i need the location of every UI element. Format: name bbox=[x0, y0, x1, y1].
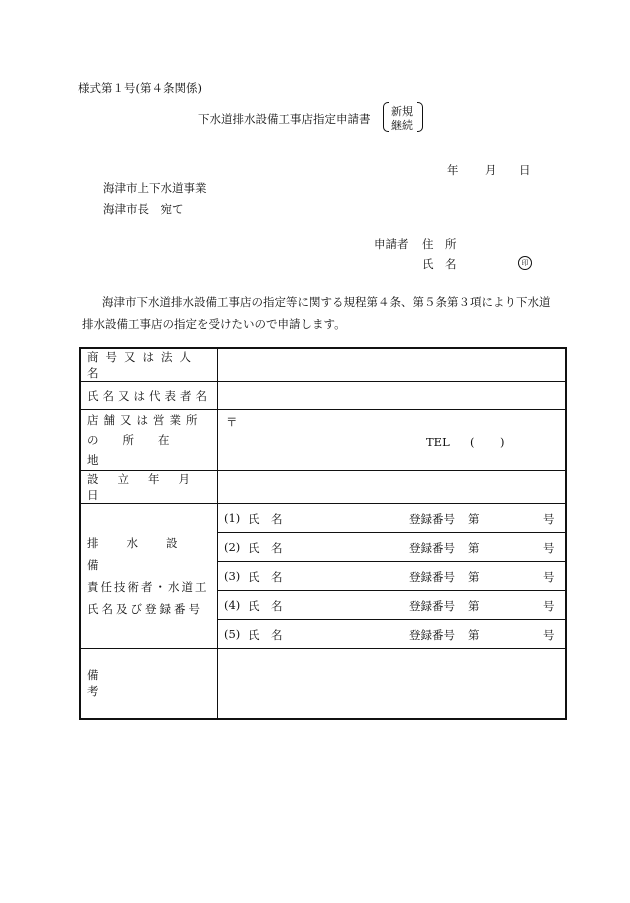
remarks-text: 備考 bbox=[87, 668, 185, 699]
established-label bbox=[80, 471, 218, 504]
form-number: 様式第１号(第４条関係) bbox=[78, 81, 202, 95]
tel-paren-open: ( bbox=[470, 435, 475, 449]
engineer-row[interactable] bbox=[218, 591, 565, 620]
addressee-line1: 海津市上下水道事業 bbox=[103, 181, 207, 195]
date-year-label: 年 bbox=[447, 163, 459, 177]
engineer-name-label: 氏 名 bbox=[248, 570, 283, 584]
date-day-label: 日 bbox=[519, 163, 531, 177]
tel-label: TEL bbox=[426, 435, 450, 449]
representative-text: 氏名又は代表者名 bbox=[87, 388, 211, 403]
engineer-row[interactable] bbox=[218, 620, 565, 648]
engineer-number: (2) bbox=[224, 540, 241, 554]
engineer-label-line3: 氏名及び登録番号 bbox=[87, 602, 203, 616]
engineer-row[interactable] bbox=[218, 504, 565, 533]
row-engineers bbox=[80, 504, 566, 649]
applicant-label: 申請者 bbox=[374, 237, 409, 251]
date-month-label: 月 bbox=[485, 163, 497, 177]
engineer-reg-label: 登録番号 bbox=[409, 628, 455, 642]
engineer-reg-go: 号 bbox=[543, 570, 555, 584]
engineer-name-label: 氏 名 bbox=[248, 628, 283, 642]
document-title: 下水道排水設備工事店指定申請書 bbox=[198, 112, 371, 126]
location-field[interactable] bbox=[218, 410, 567, 471]
seal-mark: 印 bbox=[518, 256, 532, 270]
remarks-label bbox=[80, 649, 218, 719]
engineer-reg-label: 登録番号 bbox=[409, 599, 455, 613]
engineer-reg-dai: 第 bbox=[468, 570, 480, 584]
established-field[interactable] bbox=[218, 471, 567, 504]
row-company-name bbox=[80, 348, 566, 382]
engineer-reg-dai: 第 bbox=[468, 628, 480, 642]
engineer-reg-dai: 第 bbox=[468, 512, 480, 526]
application-form-table bbox=[79, 347, 567, 720]
location-label bbox=[80, 410, 218, 471]
engineer-name-label: 氏 名 bbox=[248, 512, 283, 526]
remarks-field[interactable] bbox=[218, 649, 567, 719]
tel-paren-close: ) bbox=[500, 435, 505, 449]
location-label-line1: 店舗又は営業所 bbox=[87, 413, 203, 427]
engineer-reg-label: 登録番号 bbox=[409, 541, 455, 555]
engineer-number: (4) bbox=[224, 598, 241, 612]
engineer-reg-dai: 第 bbox=[468, 599, 480, 613]
representative-label bbox=[80, 382, 218, 410]
engineer-row[interactable] bbox=[218, 562, 565, 591]
established-text: 設立年月日 bbox=[87, 472, 209, 502]
engineer-label bbox=[80, 504, 218, 649]
engineer-row[interactable] bbox=[218, 533, 565, 562]
engineer-list bbox=[218, 504, 567, 649]
company-name-text: 商号又は法人名 bbox=[87, 350, 198, 380]
engineer-reg-dai: 第 bbox=[468, 541, 480, 555]
company-name-label bbox=[80, 348, 218, 382]
engineer-reg-label: 登録番号 bbox=[409, 512, 455, 526]
applicant-name-label: 氏 名 bbox=[422, 257, 457, 271]
engineer-label-line2: 責任技術者・水道工 bbox=[87, 580, 209, 594]
engineer-number: (1) bbox=[224, 511, 241, 525]
row-established bbox=[80, 471, 566, 504]
engineer-name-label: 氏 名 bbox=[248, 541, 283, 555]
representative-field[interactable] bbox=[218, 382, 567, 410]
engineer-number: (5) bbox=[224, 627, 241, 641]
row-remarks bbox=[80, 649, 566, 719]
option-renewal: 継続 bbox=[391, 119, 413, 132]
row-representative bbox=[80, 382, 566, 410]
engineer-number: (3) bbox=[224, 569, 241, 583]
engineer-name-label: 氏 名 bbox=[248, 599, 283, 613]
row-location bbox=[80, 410, 566, 471]
application-statement: 海津市下水道排水設備工事店の指定等に関する規程第４条、第５条第３項により下水道排水設備工事店の指定を受けたいので申請します。 bbox=[82, 295, 551, 331]
engineer-label-line1: 排水設備 bbox=[87, 536, 206, 572]
engineer-reg-go: 号 bbox=[543, 541, 555, 555]
postal-mark: 〒 bbox=[226, 415, 238, 429]
engineer-reg-label: 登録番号 bbox=[409, 570, 455, 584]
engineer-reg-go: 号 bbox=[543, 628, 555, 642]
new-renewal-bracket bbox=[383, 102, 423, 132]
option-new: 新規 bbox=[391, 105, 413, 118]
engineer-reg-go: 号 bbox=[543, 599, 555, 613]
engineer-reg-go: 号 bbox=[543, 512, 555, 526]
applicant-address-label: 住 所 bbox=[422, 237, 457, 251]
company-name-field[interactable] bbox=[218, 348, 567, 382]
addressee-line2: 海津市長 宛て bbox=[103, 202, 184, 216]
location-label-line2: の所在地 bbox=[87, 433, 194, 467]
